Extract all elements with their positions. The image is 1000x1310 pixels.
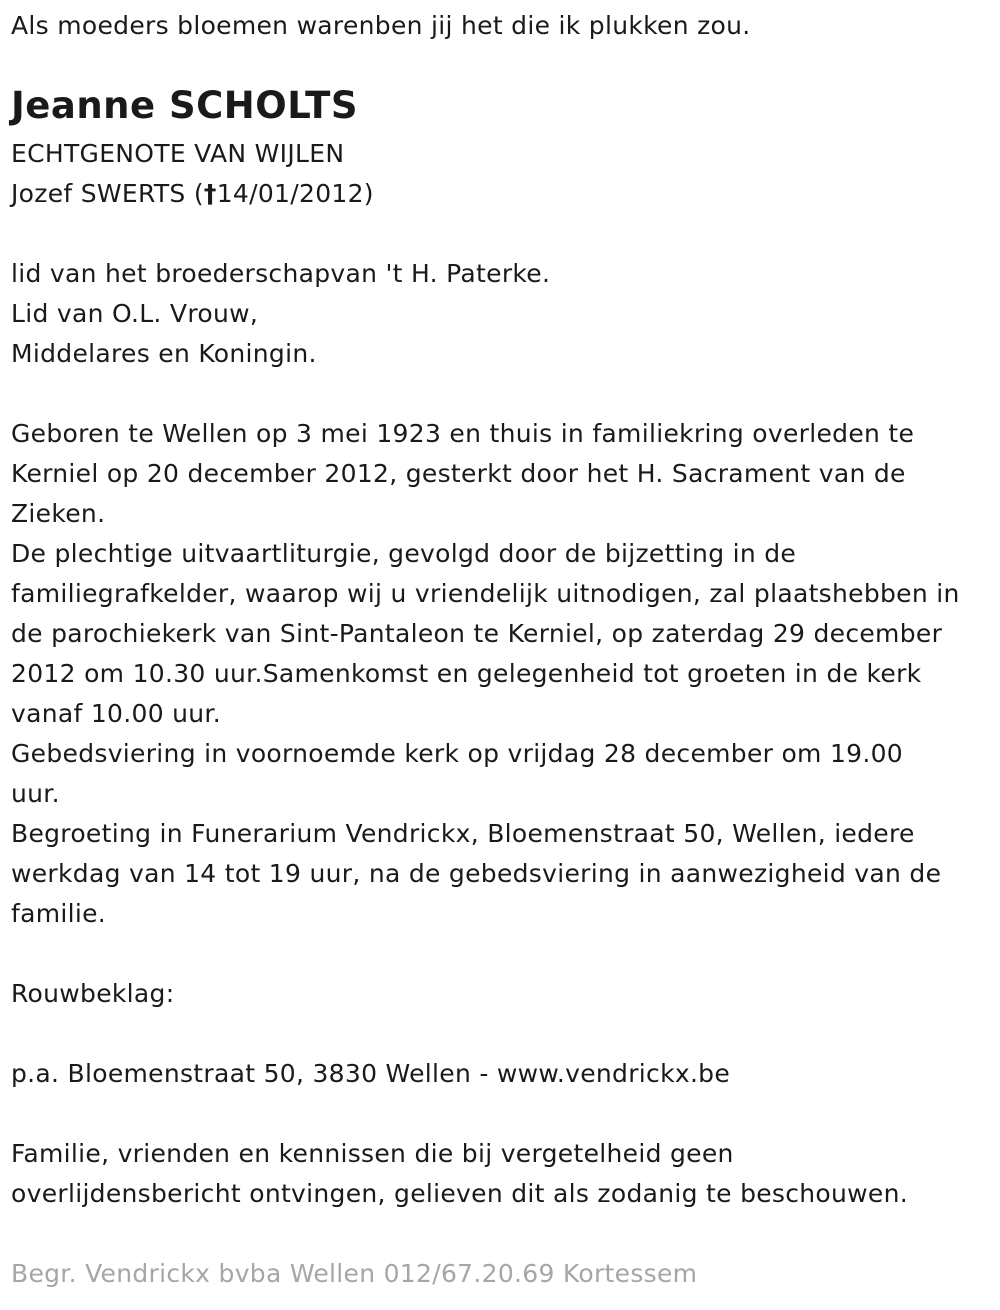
- motto-text: Als moeders bloemen warenben jij het die ik plukken zou.: [11, 11, 751, 40]
- membership-line: Middelares en Koningin.: [11, 339, 317, 368]
- funeral-home-footer: Begr. Vendrickx bvba Wellen 012/67.20.69 Kortessem: [11, 1259, 698, 1288]
- spouse-line: [11, 174, 374, 214]
- announcement-line: de parochiekerk van Sint-Pantaleon te Kerniel, op zaterdag 29 december: [11, 619, 943, 648]
- announcement-block: [11, 414, 960, 934]
- notice-block: [11, 1134, 908, 1214]
- notice-line: Familie, vrienden en kennissen die bij vergetelheid geen: [11, 1139, 734, 1168]
- announcement-line: Geboren te Wellen op 3 mei 1923 en thuis in familiekring overleden te: [11, 419, 915, 448]
- address-text: p.a. Bloemenstraat 50, 3830 Wellen - www.vendrickx.be: [11, 1059, 731, 1088]
- announcement-line: De plechtige uitvaartliturgie, gevolgd door de bijzetting in de: [11, 539, 797, 568]
- membership-line: lid van het broederschapvan 't H. Paterke.: [11, 259, 551, 288]
- announcement-line: Zieken.: [11, 499, 106, 528]
- spouse-name: Jozef SWERTS (: [11, 179, 204, 208]
- announcement-line: Begroeting in Funerarium Vendrickx, Bloemenstraat 50, Wellen, iedere: [11, 819, 915, 848]
- announcement-line: werkdag van 14 tot 19 uur, na de gebedsviering in aanwezigheid van de: [11, 859, 942, 888]
- relation-text: ECHTGENOTE VAN WIJLEN: [11, 139, 345, 168]
- announcement-line: 2012 om 10.30 uur.Samenkomst en gelegenheid tot groeten in de kerk: [11, 659, 922, 688]
- announcement-line: vanaf 10.00 uur.: [11, 699, 221, 728]
- announcement-line: uur.: [11, 779, 60, 808]
- membership-line: Lid van O.L. Vrouw,: [11, 299, 259, 328]
- announcement-line: familie.: [11, 899, 107, 928]
- announcement-line: Gebedsviering in voornoemde kerk op vrijdag 28 december om 19.00: [11, 739, 904, 768]
- deceased-name: Jeanne SCHOLTS: [11, 84, 359, 127]
- announcement-line: Kerniel op 20 december 2012, gesterkt door het H. Sacrament van de: [11, 459, 906, 488]
- announcement-line: familiegrafkelder, waarop wij u vriendelijk uitnodigen, zal plaatshebben in: [11, 579, 960, 608]
- condolences-label: Rouwbeklag:: [11, 979, 175, 1008]
- memberships-block: [11, 254, 550, 374]
- spouse-block: [11, 134, 374, 214]
- notice-line: overlijdensbericht ontvingen, gelieven dit als zodanig te beschouwen.: [11, 1179, 908, 1208]
- cross-icon: †: [203, 179, 217, 208]
- spouse-death-date: 14/01/2012): [216, 179, 374, 208]
